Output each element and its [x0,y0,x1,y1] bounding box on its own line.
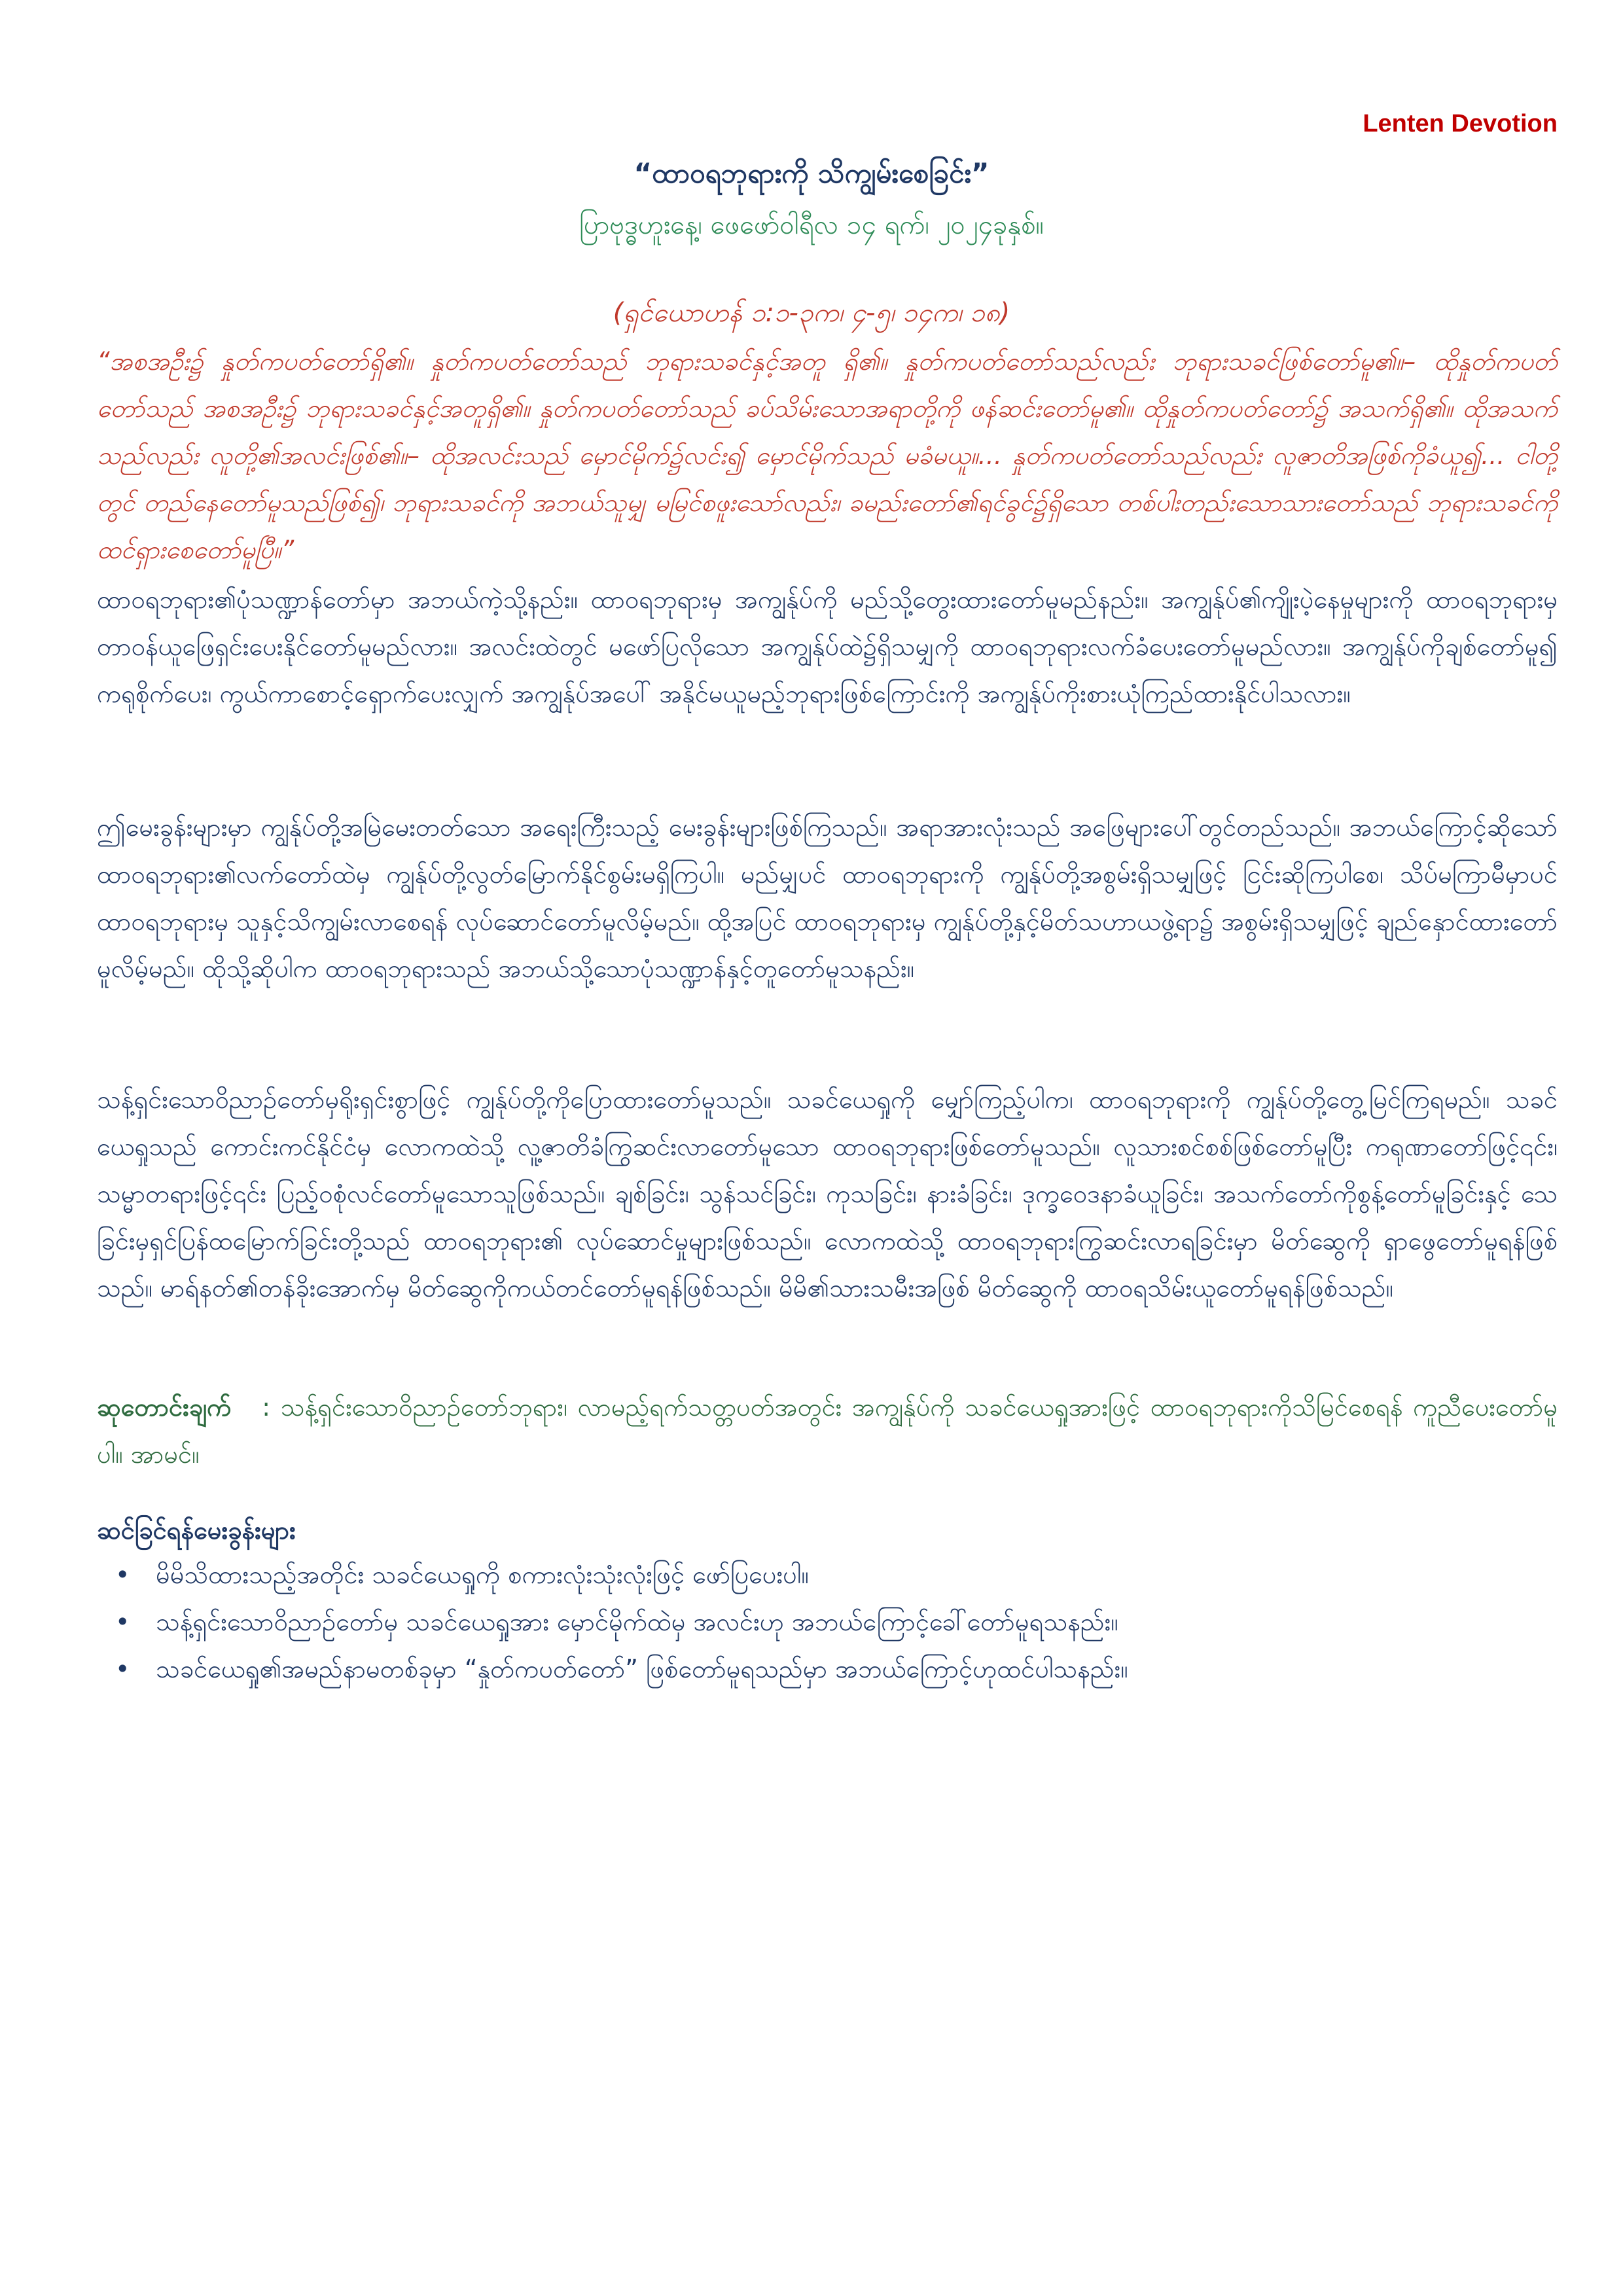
page-title: “ထာဝရဘုရားကို သိကျွမ်းစေခြင်း” [633,157,990,189]
body-paragraph-2: ဤမေးခွန်းများမှာ ကျွန်ုပ်တို့အမြဲမေးတတ်သော အရေးကြီးသည့် မေးခွန်းများဖြစ်ကြသည်။ အရာအားလုံးသည် အဖြေများပေါ်တွင်တည်သည်။ အဘယ်ကြောင့်ဆိုသော် ထာဝရဘုရား၏လက်တော်ထဲမှ ကျွန်ုပ်တို့လွတ်မြောက်နိုင်စွမ်းမရှိကြပါ။ မည်မျှပင် ထာဝရဘုရားကို ကျွန်ုပ်တို့အစွမ်းရှိသမျှဖြင့် ငြင်းဆိုကြပါစေ၊ သိပ်မကြာမီမှာပင် ထာဝရဘုရားမှ သူနှင့်သိကျွမ်းလာစေရန် လုပ်ဆောင်တော်မူလိမ့်မည်။ ထို့အပြင် ထာဝရဘုရားမှ ကျွန်ုပ်တို့နှင့်မိတ်သဟာယဖွဲ့ရာ၌ အစွမ်းရှိသမျှဖြင့် ချည်နှောင်ထားတော်မူလိမ့်မည်။ ထိုသို့ဆိုပါက ထာဝရဘုရားသည် အဘယ်သို့သောပုံသဏ္ဍာန်နှင့်တူတော်မူသနည်း။ [97,813,1558,983]
bullet-icon: • [115,1560,130,1589]
question-text: သခင်ယေရှု၏အမည်နာမတစ်ခုမှာ “နှုတ်ကပတ်တော်” ဖြစ်တော်မူရသည်မှာ အဘယ်ကြောင့်ဟုထင်ပါသနည်း။ [156,1655,1128,1683]
scripture-reference: (ရှင်ယောဟန် ၁:၁-၃က၊ ၄-၅၊ ၁၄က၊ ၁၈) [613,298,1010,328]
bullet-icon: • [115,1607,130,1636]
bullet-icon: • [115,1655,130,1683]
prayer-block [97,1384,1558,1478]
question-item [97,1645,1558,1693]
header-tag: Lenten Devotion [1363,110,1558,137]
prayer-text: သန့်ရှင်းသောဝိညာဉ်တော်ဘုရား၊ လာမည့်ရက်သတ္တပတ်အတွင်း အကျွန်ုပ်ကို သခင်ယေရှုအားဖြင့် ထာဝရဘုရားကိုသိမြင်စေရန် ကူညီပေးတော်မူပါ။ အာမင်။ [97,1393,1558,1469]
scripture-text: “အစအဦး၌ နှုတ်ကပတ်တော်ရှိ၏။ နှုတ်ကပတ်တော်သည် ဘုရားသခင်နှင့်အတူ ရှိ၏။ နှုတ်ကပတ်တော်သည်လည်း ဘုရားသခင်ဖြစ်တော်မူ၏။– ထိုနှုတ်ကပတ်တော်သည် အစအဦး၌ ဘုရားသခင်နှင့်အတူရှိ၏။ နှုတ်ကပတ်တော်သည် ခပ်သိမ်းသောအရာတို့ကို ဖန်ဆင်းတော်မူ၏။ ထိုနှုတ်ကပတ်တော်၌ အသက်ရှိ၏။ ထိုအသက်သည်လည်း လူတို့၏အလင်းဖြစ်၏။– ထိုအလင်းသည် မှောင်မိုက်၌လင်း၍ မှောင်မိုက်သည် မခံမယူ။... နှုတ်ကပတ်တော်သည်လည်း လူဇာတိအဖြစ်ကိုခံယူ၍... ငါတို့တွင် တည်နေတော်မူသည်ဖြစ်၍၊ ဘုရားသခင်ကို အဘယ်သူမျှ မမြင်စဖူးသော်လည်း၊ ခမည်းတော်၏ရင်ခွင်၌ရှိသော တစ်ပါးတည်းသောသားတော်သည် ဘုရားသခင်ကို ထင်ရှားစေတော်မူပြီ။” [97,347,1558,564]
prayer-label: ဆုတောင်းချက် [97,1393,232,1422]
prayer-separator: : [262,1393,271,1422]
body-paragraph-3: သန့်ရှင်းသောဝိညာဉ်တော်မှရိုးရှင်းစွာဖြင့် ကျွန်ုပ်တို့ကိုပြောထားတော်မူသည်။ သခင်ယေရှုကို မျှော်ကြည့်ပါက၊ ထာဝရဘုရားကို ကျွန်ုပ်တို့တွေ့မြင်ကြရမည်။ သခင်ယေရှုသည် ကောင်းကင်နိုင်ငံမှ လောကထဲသို့ လူ့ဇာတိခံကြွဆင်းလာတော်မူသော ထာဝရဘုရားဖြစ်တော်မူသည်။ လူသားစင်စစ်ဖြစ်တော်မူပြီး ကရုဏာတော်ဖြင့်၎င်း၊ သမ္မာတရားဖြင့်၎င်း ပြည့်ဝစုံလင်တော်မူသောသူဖြစ်သည်။ ချစ်ခြင်း၊ သွန်သင်ခြင်း၊ ကုသခြင်း၊ နားခံခြင်း၊ ဒုက္ခဝေဒနာခံယူခြင်း၊ အသက်တော်ကိုစွန့်တော်မူခြင်းနှင့် သေခြင်းမှရှင်ပြန်ထမြောက်ခြင်းတို့သည် ထာဝရဘုရား၏ လုပ်ဆောင်မှုများဖြစ်သည်။ လောကထဲသို့ ထာဝရဘုရားကြွဆင်းလာရခြင်းမှာ မိတ်ဆွေကို ရှာဖွေတော်မူရန်ဖြစ်သည်။ မာရ်နတ်၏တန်ခိုးအောက်မှ မိတ်ဆွေကိုကယ်တင်တော်မူရန်ဖြစ်သည်။ မိမိ၏သားသမီးအဖြစ် မိတ်ဆွေကို ထာဝရသိမ်းယူတော်မူရန်ဖြစ်သည်။ [97,1085,1558,1302]
body-paragraph-1: ထာဝရဘုရား၏ပုံသဏ္ဍာန်တော်မှာ အဘယ်ကဲ့သို့နည်း။ ထာဝရဘုရားမှ အကျွန်ုပ်ကို မည်သို့တွေးထားတော်မူမည်နည်း။ အကျွန်ုပ်၏ကျိုးပဲ့နေမှုများကို ထာဝရဘုရားမှ တာဝန်ယူဖြေရှင်းပေးနိုင်တော်မူမည်လား။ အလင်းထဲတွင် မဖော်ပြလိုသော အကျွန်ုပ်ထဲ၌ရှိသမျှကို ထာဝရဘုရားလက်ခံပေးတော်မူမည်လား။ အကျွန်ုပ်ကိုချစ်တော်မူ၍ ကရုစိုက်ပေး၊ ကွယ်ကာစောင့်ရှောက်ပေးလျှက် အကျွန်ုပ်အပေါ် အနိုင်မယူမည့်ဘုရားဖြစ်ကြောင်းကို အကျွန်ုပ်ကိုးစားယုံကြည်ထားနိုင်ပါသလား။ [97,585,1558,708]
date-line: ပြာဗုဒ္ဓဟူးနေ့၊ ဖေဖော်ဝါရီလ ၁၄ ရက်၊ ၂၀၂၄ခုနှစ်။ [579,210,1044,240]
questions-heading: ဆင်ခြင်ရန်မေးခွန်းများ [97,1516,296,1545]
question-item [97,1598,1558,1645]
question-item [97,1551,1558,1598]
questions-list [97,1551,1558,1693]
question-text: မိမိသိထားသည့်အတိုင်း သခင်ယေရှုကို စကားလုံးသုံးလုံးဖြင့် ဖော်ပြပေးပါ။ [156,1560,809,1589]
question-text: သန့်ရှင်းသောဝိညာဉ်တော်မှ သခင်ယေရှုအား မှောင်မိုက်ထဲမှ အလင်းဟု အဘယ်ကြောင့်ခေါ်တော်မူရသနည်း။ [156,1607,1118,1636]
